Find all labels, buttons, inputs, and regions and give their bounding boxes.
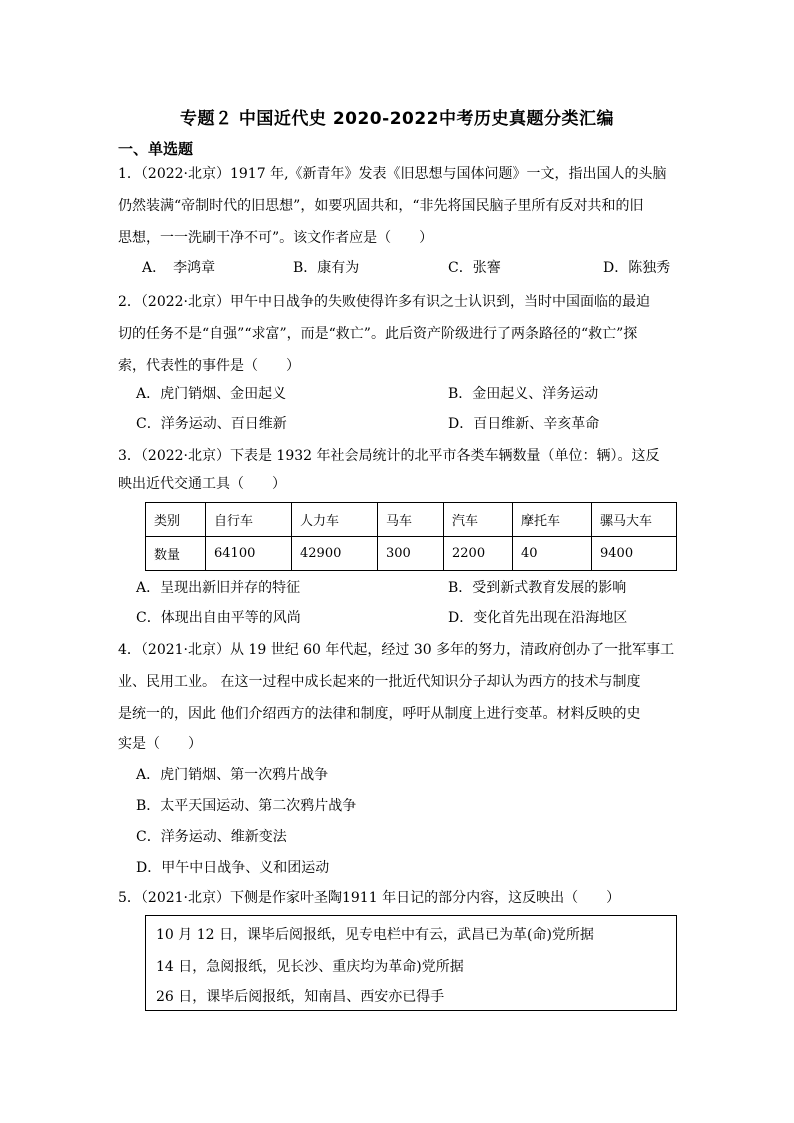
table-cell: 64100 [206,537,292,571]
q2-option-c: C．洋务运动、百日维新 [136,416,287,432]
page-title: 专题２ 中国近代史 2020-2022中考历史真题分类汇编 [179,109,615,129]
diary-excerpt-box [145,915,677,1011]
q4-line: 实是（ ） [118,736,202,752]
q5-line: 5．（2021·北京）下侧是作家叶圣陶1911 年日记的部分内容，这反映出（ ） [118,890,621,906]
table-cell: 人力车 [292,503,378,537]
diary-line: 14 日，急阅报纸，见长沙、重庆均为革命)党所据 [156,959,464,975]
q3-option-a: A．呈现出新旧并存的特征 [136,580,301,596]
q2-option-d: D．百日维新、辛亥革命 [448,416,600,432]
q1-line: 1．（2022·北京）1917 年,《新青年》发表《旧思想与国体问题》一文，指出国人的头脑 [118,166,667,182]
diary-line: 26 日，课毕后阅报纸，知南昌、西安亦已得手 [156,989,445,1005]
table-cell: 9400 [592,537,677,571]
q1-option-a: A． 李鸿章 [142,260,216,276]
table-cell: 300 [378,537,444,571]
q2-line: 索，代表性的事件是（ ） [118,358,300,374]
q1-option-b: B．康有为 [293,260,360,276]
q4-option-b: B．太平天国运动、第二次鸦片战争 [136,798,357,814]
q3-line: 映出近代交通工具（ ） [118,476,286,492]
section-heading: 一、单选题 [118,140,194,158]
table-row [146,537,677,571]
table-cell: 摩托车 [513,503,592,537]
table-cell: 2200 [444,537,513,571]
table-cell: 自行车 [206,503,292,537]
q2-line: 2．（2022·北京）甲午中日战争的失败使得许多有识之士认识到，当时中国面临的最迫 [118,294,650,310]
table-cell: 42900 [292,537,378,571]
diary-line: 10 月 12 日，课毕后阅报纸，见专电栏中有云，武昌已为革(命)党所据 [156,927,594,943]
q1-option-d: D．陈独秀 [603,260,671,276]
q1-line: 思想，一一洗刷干净不可”。该文作者应是（ ） [118,230,434,246]
q2-line: 切的任务不是“自强”“求富”，而是“救亡”。此后资产阶级进行了两条路径的“救亡”探 [118,326,638,342]
q1-option-c: C．张謇 [448,260,501,276]
table-cell: 40 [513,537,592,571]
q1-line: 仍然装满“帝制时代的旧思想”，如要巩固共和，“非先将国民脑子里所有反对共和的旧 [118,198,644,214]
table-cell: 骡马大车 [592,503,677,537]
vehicle-count-table [145,502,677,571]
q4-option-a: A．虎门销烟、第一次鸦片战争 [136,767,329,783]
q4-line: 4．（2021·北京）从 19 世纪 60 年代起，经过 30 多年的努力，清政府创办了一批军事工 [118,642,675,658]
table-cell: 类别 [146,503,206,537]
table-cell: 马车 [378,503,444,537]
q3-option-c: C．体现出自由平等的风尚 [136,610,301,626]
q3-option-b: B．受到新式教育发展的影响 [448,580,627,596]
q4-line: 是统一的，因此 他们介绍西方的法律和制度，呼吁从制度上进行变革。材料反映的史 [118,706,641,722]
q4-option-d: D．甲午中日战争、义和团运动 [136,860,330,876]
q4-option-c: C．洋务运动、维新变法 [136,829,287,845]
q3-line: 3．（2022·北京）下表是 1932 年社会局统计的北平市各类车辆数量（单位：辆）。这反 [118,448,660,464]
table-cell: 数量 [146,537,206,571]
q2-option-b: B．金田起义、洋务运动 [448,386,599,402]
table-header-row [146,503,677,537]
q2-option-a: A．虎门销烟、金田起义 [136,386,287,402]
table-cell: 汽车 [444,503,513,537]
q4-line: 业、民用工业。 在这一过程中成长起来的一批近代知识分子却认为西方的技术与制度 [118,674,641,690]
q3-option-d: D．变化首先出现在沿海地区 [448,610,628,626]
